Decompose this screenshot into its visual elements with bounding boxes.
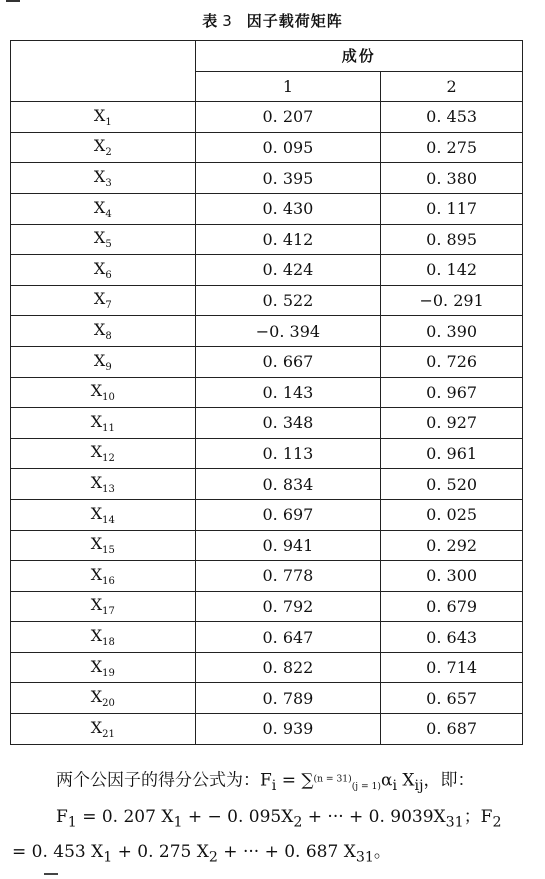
component-header: 成份: [195, 41, 522, 72]
variable-cell: $X_7$: [11, 285, 196, 316]
component-2-value: 0. 520: [381, 469, 523, 500]
component-2-value: 0. 380: [381, 163, 523, 194]
table-row: [11, 561, 523, 592]
variable-cell: $X_2$: [11, 132, 196, 163]
component-1-value: 0. 792: [195, 591, 381, 622]
top-page-fragment: [6, 0, 20, 6]
variable-cell: $X_{13}$: [11, 469, 196, 500]
component-2-value: 0. 679: [381, 591, 523, 622]
variable-cell: $X_4$: [11, 193, 196, 224]
table-row: [11, 224, 523, 255]
component-2-value: 0. 714: [381, 652, 523, 683]
table-row: [11, 714, 523, 745]
variable-cell: $X_9$: [11, 346, 196, 377]
component-2-value: 0. 657: [381, 683, 523, 714]
table-row: [11, 499, 523, 530]
component-1-value: 0. 778: [195, 561, 381, 592]
table-row: [11, 132, 523, 163]
component-1-value: 0. 834: [195, 469, 381, 500]
table-row: [11, 193, 523, 224]
component-2-value: 0. 967: [381, 377, 523, 408]
component-1-value: 0. 412: [195, 224, 381, 255]
component-2-value: −0. 291: [381, 285, 523, 316]
component-2-value: 0. 117: [381, 193, 523, 224]
table-body: [11, 102, 523, 744]
variable-cell: $X_{16}$: [11, 561, 196, 592]
table-title-number: 3: [222, 12, 233, 30]
component-2-value: 0. 142: [381, 255, 523, 286]
variable-cell: $X_{18}$: [11, 622, 196, 653]
table-title-text: 因子载荷矩阵: [246, 12, 343, 30]
variable-cell: $X_5$: [11, 224, 196, 255]
component-2-value: 0. 300: [381, 561, 523, 592]
variable-cell: $X_{10}$: [11, 377, 196, 408]
component-1-value: 0. 822: [195, 652, 381, 683]
component-2-value: 0. 961: [381, 438, 523, 469]
component-1-value: 0. 939: [195, 714, 381, 745]
table-row: [11, 377, 523, 408]
variable-cell: $X_8$: [11, 316, 196, 347]
variable-cell: $X_{20}$: [11, 683, 196, 714]
formula-line-2: $F_1 = 0$. 207 $X_1$ + − 0. $095X_2$ + ··· + 0. $9039X_{31}$；$F_2$: [56, 806, 502, 831]
variable-cell: $X_{17}$: [11, 591, 196, 622]
variable-cell: $X_{12}$: [11, 438, 196, 469]
component-1-value: 0. 667: [195, 346, 381, 377]
variable-cell: $X_{15}$: [11, 530, 196, 561]
component-1-value: 0. 207: [195, 102, 381, 133]
variable-cell: $X_{14}$: [11, 499, 196, 530]
component-1-value: 0. 941: [195, 530, 381, 561]
formula-line-1: 两个公因子的得分公式为：$F_i = \sum^{(n = 31)}_{(j = 1)}\alpha_i$ $X_{ij}$，即：: [56, 770, 475, 795]
component-2-value: 0. 643: [381, 622, 523, 653]
variable-cell: $X_{21}$: [11, 714, 196, 745]
component-2-value: 0. 453: [381, 102, 523, 133]
table-row: [11, 622, 523, 653]
variable-cell: $X_3$: [11, 163, 196, 194]
component-1-value: −0. 394: [195, 316, 381, 347]
score-formula: [12, 764, 537, 873]
component-2-value: 0. 292: [381, 530, 523, 561]
table-title: [0, 10, 545, 31]
component-1-header: 1: [195, 71, 381, 102]
table-row: [11, 591, 523, 622]
table-row: [11, 346, 523, 377]
variable-header-cell: [11, 41, 196, 102]
variable-cell: $X_6$: [11, 255, 196, 286]
component-2-value: 0. 390: [381, 316, 523, 347]
variable-cell: $X_1$: [11, 102, 196, 133]
formula-line-3: = 0. 453 $X_1 + 0$. 275 $X_2$ + ··· + 0. 687 $X_{31}$。: [12, 842, 391, 866]
component-1-value: 0. 095: [195, 132, 381, 163]
component-1-value: 0. 143: [195, 377, 381, 408]
component-1-value: 0. 647: [195, 622, 381, 653]
component-2-header: 2: [381, 71, 523, 102]
table-row: [11, 408, 523, 439]
component-1-value: 0. 424: [195, 255, 381, 286]
table-row: [11, 652, 523, 683]
table-header-row: [11, 41, 523, 72]
table-row: [11, 683, 523, 714]
variable-cell: $X_{11}$: [11, 408, 196, 439]
component-2-value: 0. 726: [381, 346, 523, 377]
table-row: [11, 438, 523, 469]
component-2-value: 0. 687: [381, 714, 523, 745]
table-row: [11, 102, 523, 133]
component-2-value: 0. 025: [381, 499, 523, 530]
table-row: [11, 163, 523, 194]
component-1-value: 0. 522: [195, 285, 381, 316]
component-1-value: 0. 395: [195, 163, 381, 194]
factor-loading-table: [10, 40, 523, 745]
component-2-value: 0. 275: [381, 132, 523, 163]
table-row: [11, 316, 523, 347]
table-row: [11, 469, 523, 500]
component-1-value: 0. 113: [195, 438, 381, 469]
component-1-value: 0. 697: [195, 499, 381, 530]
component-2-value: 0. 927: [381, 408, 523, 439]
variable-cell: $X_{19}$: [11, 652, 196, 683]
component-1-value: 0. 430: [195, 193, 381, 224]
table-row: [11, 255, 523, 286]
table-title-label: 表: [202, 12, 219, 30]
component-1-value: 0. 789: [195, 683, 381, 714]
bottom-page-fragment: [44, 873, 58, 879]
component-2-value: 0. 895: [381, 224, 523, 255]
table-row: [11, 285, 523, 316]
table-row: [11, 530, 523, 561]
component-1-value: 0. 348: [195, 408, 381, 439]
